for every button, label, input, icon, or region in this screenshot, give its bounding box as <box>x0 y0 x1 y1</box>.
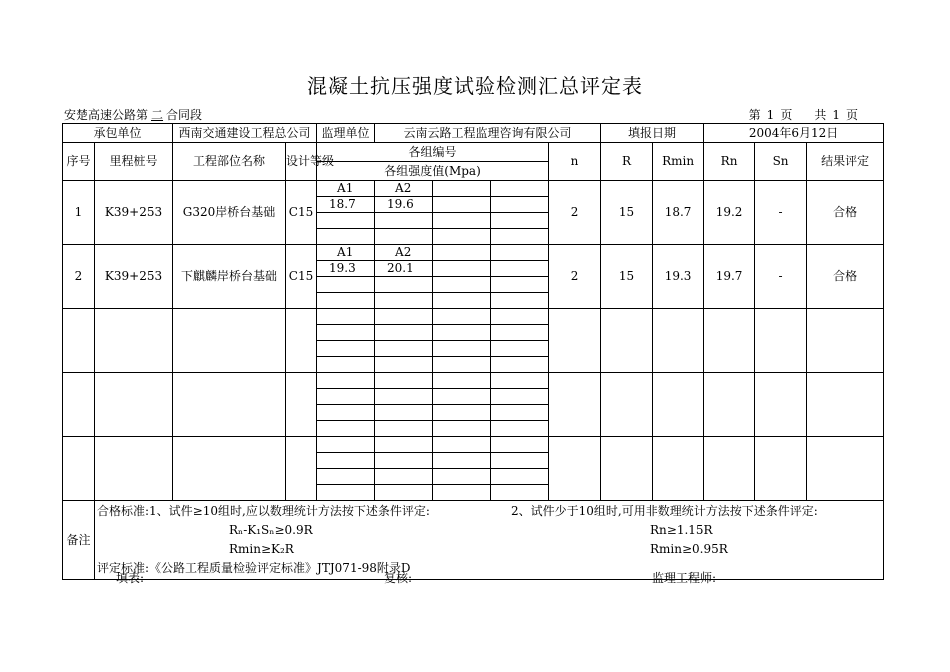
cell-part: G320岸桥台基础 <box>173 181 286 245</box>
sample-cell <box>491 485 549 501</box>
sample-cell <box>375 469 433 485</box>
cell-r <box>601 309 653 373</box>
sample-cell <box>491 293 549 309</box>
sample-cell <box>491 213 549 229</box>
sample-cell <box>491 389 549 405</box>
header-result: 结果评定 <box>807 143 884 181</box>
sample-cell <box>433 453 491 469</box>
sample-cell <box>433 325 491 341</box>
header-sn: Sn <box>755 143 807 181</box>
signature-row <box>62 569 882 587</box>
sample-cell <box>317 469 375 485</box>
sample-cell <box>317 389 375 405</box>
supervisor-label: 监理单位 <box>317 124 375 143</box>
cell-r <box>601 437 653 501</box>
sample-cell <box>375 405 433 421</box>
sample-cell <box>433 261 491 277</box>
sample-cell <box>317 325 375 341</box>
table-row <box>63 181 884 197</box>
sample-cell <box>433 229 491 245</box>
sample-cell <box>375 453 433 469</box>
cell-grade <box>286 309 317 373</box>
sample-cell <box>375 309 433 325</box>
header-grade: 设计等级 <box>286 143 317 181</box>
cell-result: 合格 <box>807 245 884 309</box>
cell-rn <box>704 373 755 437</box>
contract-section: 安楚高速公路第 二 合同段 <box>64 108 203 122</box>
cell-mileage: K39+253 <box>95 245 173 309</box>
sample-cell <box>491 341 549 357</box>
sample-label: A2 <box>375 181 433 197</box>
cell-n: 2 <box>549 181 601 245</box>
sample-cell <box>375 277 433 293</box>
cell-result: 合格 <box>807 181 884 245</box>
header-rn: Rn <box>704 143 755 181</box>
cell-mileage: K39+253 <box>95 181 173 245</box>
sample-cell <box>491 453 549 469</box>
sample-label: A1 <box>317 181 375 197</box>
sample-cell <box>491 229 549 245</box>
section-number: 二 <box>151 108 164 122</box>
cell-r: 15 <box>601 181 653 245</box>
sample-cell <box>375 325 433 341</box>
cell-part: 下麒麟岸桥台基础 <box>173 245 286 309</box>
cell-sn <box>755 437 807 501</box>
notes-row <box>63 501 884 580</box>
cell-rmin <box>653 437 704 501</box>
reviewer-label: 复核: <box>384 571 413 585</box>
cell-rmin: 18.7 <box>653 181 704 245</box>
sample-cell <box>491 261 549 277</box>
note-criteria-1: 合格标准:1、试件≥10组时,应以数理统计方法按下述条件评定: <box>97 504 430 518</box>
sample-cell <box>433 277 491 293</box>
table-row <box>63 437 884 453</box>
table-row <box>63 245 884 261</box>
cell-seq <box>63 373 95 437</box>
sample-cell <box>317 373 375 389</box>
cell-sn <box>755 309 807 373</box>
page-indicator: 第 1 页 共 1 页 <box>748 108 858 122</box>
cell-part <box>173 309 286 373</box>
total-pages: 1 <box>832 108 840 122</box>
sample-cell <box>491 181 549 197</box>
notes-label: 备注 <box>63 501 95 580</box>
cell-sn: - <box>755 181 807 245</box>
sample-cell <box>317 453 375 469</box>
sample-cell <box>317 357 375 373</box>
table-row <box>63 373 884 389</box>
sample-cell <box>317 405 375 421</box>
sample-cell <box>491 325 549 341</box>
cell-rmin: 19.3 <box>653 245 704 309</box>
sample-cell <box>491 277 549 293</box>
sample-cell <box>375 229 433 245</box>
sample-cell <box>433 405 491 421</box>
supervisor-value: 云南云路工程监理咨询有限公司 <box>375 124 601 143</box>
cell-n: 2 <box>549 245 601 309</box>
header-mileage: 里程桩号 <box>95 143 173 181</box>
sample-cell <box>317 437 375 453</box>
sample-cell <box>375 357 433 373</box>
sample-cell <box>375 373 433 389</box>
sample-cell <box>317 293 375 309</box>
sample-cell <box>375 213 433 229</box>
header-n: n <box>549 143 601 181</box>
cell-n <box>549 309 601 373</box>
sample-cell <box>375 437 433 453</box>
header-seq: 序号 <box>63 143 95 181</box>
sample-cell <box>317 421 375 437</box>
sample-cell <box>491 245 549 261</box>
cell-mileage <box>95 437 173 501</box>
sample-cell <box>491 357 549 373</box>
cell-n <box>549 373 601 437</box>
engineer-label: 监理工程师: <box>652 571 717 585</box>
sample-cell <box>433 213 491 229</box>
cell-grade: C15 <box>286 245 317 309</box>
sample-cell <box>433 373 491 389</box>
sample-cell <box>433 197 491 213</box>
sample-cell <box>375 341 433 357</box>
sample-value: 20.1 <box>375 261 433 277</box>
sample-cell <box>433 421 491 437</box>
sample-value: 19.6 <box>375 197 433 213</box>
cell-r <box>601 373 653 437</box>
sample-value: 18.7 <box>317 197 375 213</box>
sample-cell <box>317 341 375 357</box>
cell-r: 15 <box>601 245 653 309</box>
sample-cell <box>433 357 491 373</box>
sample-cell <box>491 405 549 421</box>
sample-cell <box>491 197 549 213</box>
cell-mileage <box>95 373 173 437</box>
sample-cell <box>491 437 549 453</box>
sample-cell <box>375 421 433 437</box>
sample-cell <box>491 421 549 437</box>
note-criteria-2: 2、试件少于10组时,可用非数理统计方法按下述条件评定: <box>511 504 818 518</box>
cell-rmin <box>653 309 704 373</box>
sample-cell <box>433 293 491 309</box>
note-formula-2: Rn≥1.15R <box>650 523 713 537</box>
header-group-strength: 各组强度值(Mpa) <box>317 162 549 181</box>
sample-cell <box>433 245 491 261</box>
sample-cell <box>317 277 375 293</box>
cell-mileage <box>95 309 173 373</box>
summary-table <box>62 123 884 580</box>
sample-cell <box>317 213 375 229</box>
sample-cell <box>433 341 491 357</box>
sample-cell <box>317 229 375 245</box>
header-part: 工程部位名称 <box>173 143 286 181</box>
header-group-no: 各组编号 <box>317 143 549 162</box>
sample-cell <box>317 309 375 325</box>
cell-n <box>549 437 601 501</box>
cell-sn <box>755 373 807 437</box>
table-row <box>63 309 884 325</box>
cell-seq: 1 <box>63 181 95 245</box>
page-number: 1 <box>766 108 775 122</box>
note-formula-3: Rmin≥K₂R <box>229 542 294 556</box>
cell-rn <box>704 309 755 373</box>
sample-label: A2 <box>375 245 433 261</box>
notes-content <box>95 501 884 580</box>
sample-cell <box>317 485 375 501</box>
filler-label: 填表: <box>116 571 145 585</box>
cell-rn: 19.2 <box>704 181 755 245</box>
sample-cell <box>375 389 433 405</box>
cell-rn: 19.7 <box>704 245 755 309</box>
cell-part <box>173 373 286 437</box>
cell-grade <box>286 373 317 437</box>
sample-cell <box>375 485 433 501</box>
cell-sn: - <box>755 245 807 309</box>
sample-cell <box>433 181 491 197</box>
cell-grade <box>286 437 317 501</box>
note-standard: 评定标准:《公路工程质量检验评定标准》JTJ071-98附录D <box>97 561 411 575</box>
header-rmin: Rmin <box>653 143 704 181</box>
header-r: R <box>601 143 653 181</box>
date-value: 2004年6月12日 <box>704 124 884 143</box>
info-row <box>63 124 884 143</box>
cell-seq <box>63 309 95 373</box>
sample-cell <box>433 469 491 485</box>
date-label: 填报日期 <box>601 124 704 143</box>
cell-grade: C15 <box>286 181 317 245</box>
sample-cell <box>433 437 491 453</box>
cell-part <box>173 437 286 501</box>
sample-cell <box>433 389 491 405</box>
note-formula-1: Rₙ-K₁Sₙ≥0.9R <box>229 523 313 537</box>
sample-cell <box>375 293 433 309</box>
sample-value: 19.3 <box>317 261 375 277</box>
header-row <box>63 143 884 162</box>
cell-rn <box>704 437 755 501</box>
sample-cell <box>433 309 491 325</box>
cell-seq: 2 <box>63 245 95 309</box>
sample-cell <box>491 469 549 485</box>
cell-seq <box>63 437 95 501</box>
sample-cell <box>491 309 549 325</box>
contractor-label: 承包单位 <box>63 124 173 143</box>
note-formula-4: Rmin≥0.95R <box>650 542 728 556</box>
sample-cell <box>433 485 491 501</box>
subheader <box>62 106 882 124</box>
sample-label: A1 <box>317 245 375 261</box>
contractor-value: 西南交通建设工程总公司 <box>173 124 317 143</box>
form-title: 混凝土抗压强度试验检测汇总评定表 <box>307 74 643 98</box>
cell-rmin <box>653 373 704 437</box>
cell-result <box>807 437 884 501</box>
cell-result <box>807 373 884 437</box>
sample-cell <box>491 373 549 389</box>
cell-result <box>807 309 884 373</box>
